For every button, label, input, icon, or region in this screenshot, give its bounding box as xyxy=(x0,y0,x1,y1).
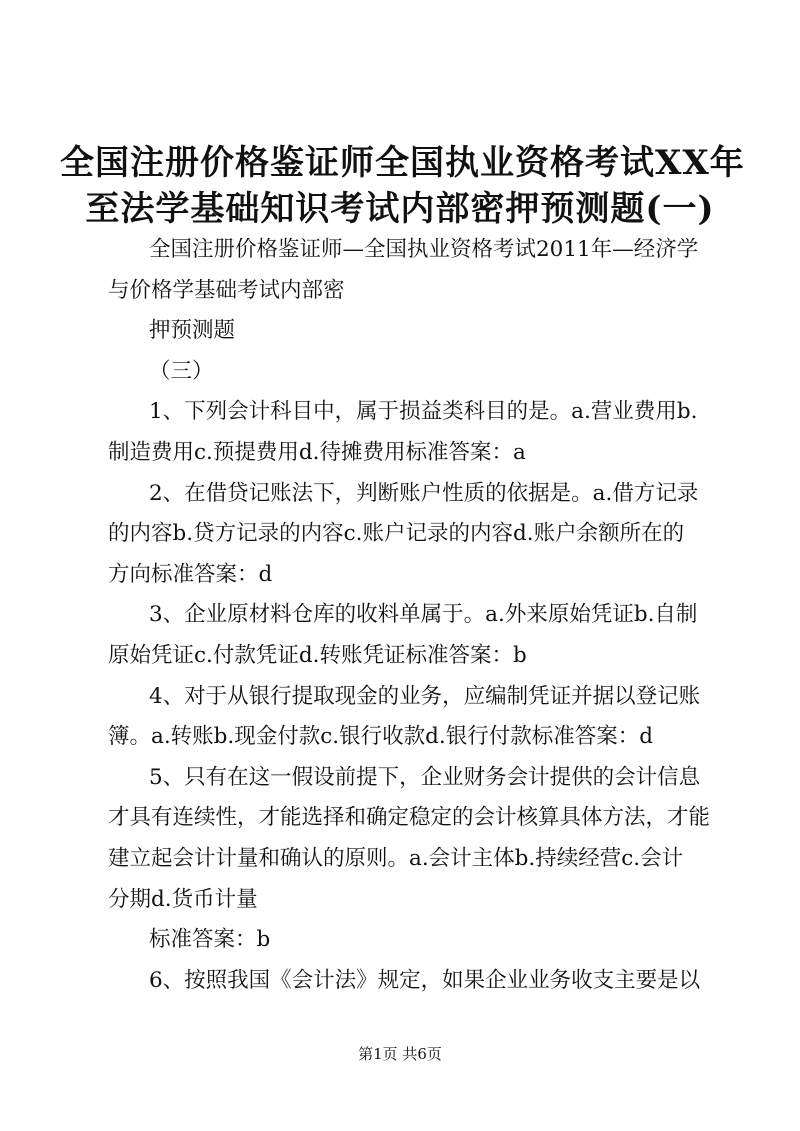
text-line: 押预测题 xyxy=(149,318,236,344)
text-line: 2、在借贷记账法下，判断账户性质的依据是。a.借方记录 xyxy=(149,480,699,506)
text-line: 簿。a.转账b.现金付款c.银行收款d.银行付款标准答案：d xyxy=(108,724,653,750)
document-body xyxy=(108,230,711,1001)
text-line: 1、下列会计科目中，属于损益类科目的是。a.营业费用b. xyxy=(149,399,698,425)
text-line: 3、企业原材料仓库的收料单属于。a.外来原始凭证b.自制 xyxy=(149,602,698,628)
text-line: （三） xyxy=(149,358,214,384)
text-line: 才具有连续性，才能选择和确定稳定的会计核算具体方法，才能 xyxy=(108,805,711,831)
text-line: 分期d.货币计量 xyxy=(108,886,258,912)
text-line: 4、对于从银行提取现金的业务，应编制凭证并据以登记账 xyxy=(149,683,701,709)
text-line: 5、只有在这一假设前提下，企业财务会计提供的会计信息 xyxy=(149,764,701,790)
text-line: 建立起会计计量和确认的原则。a.会计主体b.持续经营c.会计 xyxy=(108,845,684,871)
text-line: 的内容b.贷方记录的内容c.账户记录的内容d.账户余额所在的 xyxy=(108,521,685,547)
page-footer: 第1页 共6页 xyxy=(358,1045,442,1063)
text-line: 标准答案：b xyxy=(149,927,271,953)
text-line: 与价格学基础考试内部密 xyxy=(108,277,345,303)
title-line: 至法学基础知识考试内部密押预测题(一) xyxy=(85,189,715,229)
text-line: 全国注册价格鉴证师—全国执业资格考试2011年—经济学 xyxy=(149,237,699,262)
title-line: 全国注册价格鉴证师全国执业资格考试XX年 xyxy=(60,143,745,183)
text-line: 原始凭证c.付款凭证d.转账凭证标准答案：b xyxy=(108,642,527,668)
document-title xyxy=(60,140,745,232)
text-line: 6、按照我国《会计法》规定，如果企业业务收支主要是以 xyxy=(149,967,701,993)
text-line: 方向标准答案：d xyxy=(108,561,273,587)
text-line: 制造费用c.预提费用d.待摊费用标准答案：a xyxy=(108,439,526,465)
